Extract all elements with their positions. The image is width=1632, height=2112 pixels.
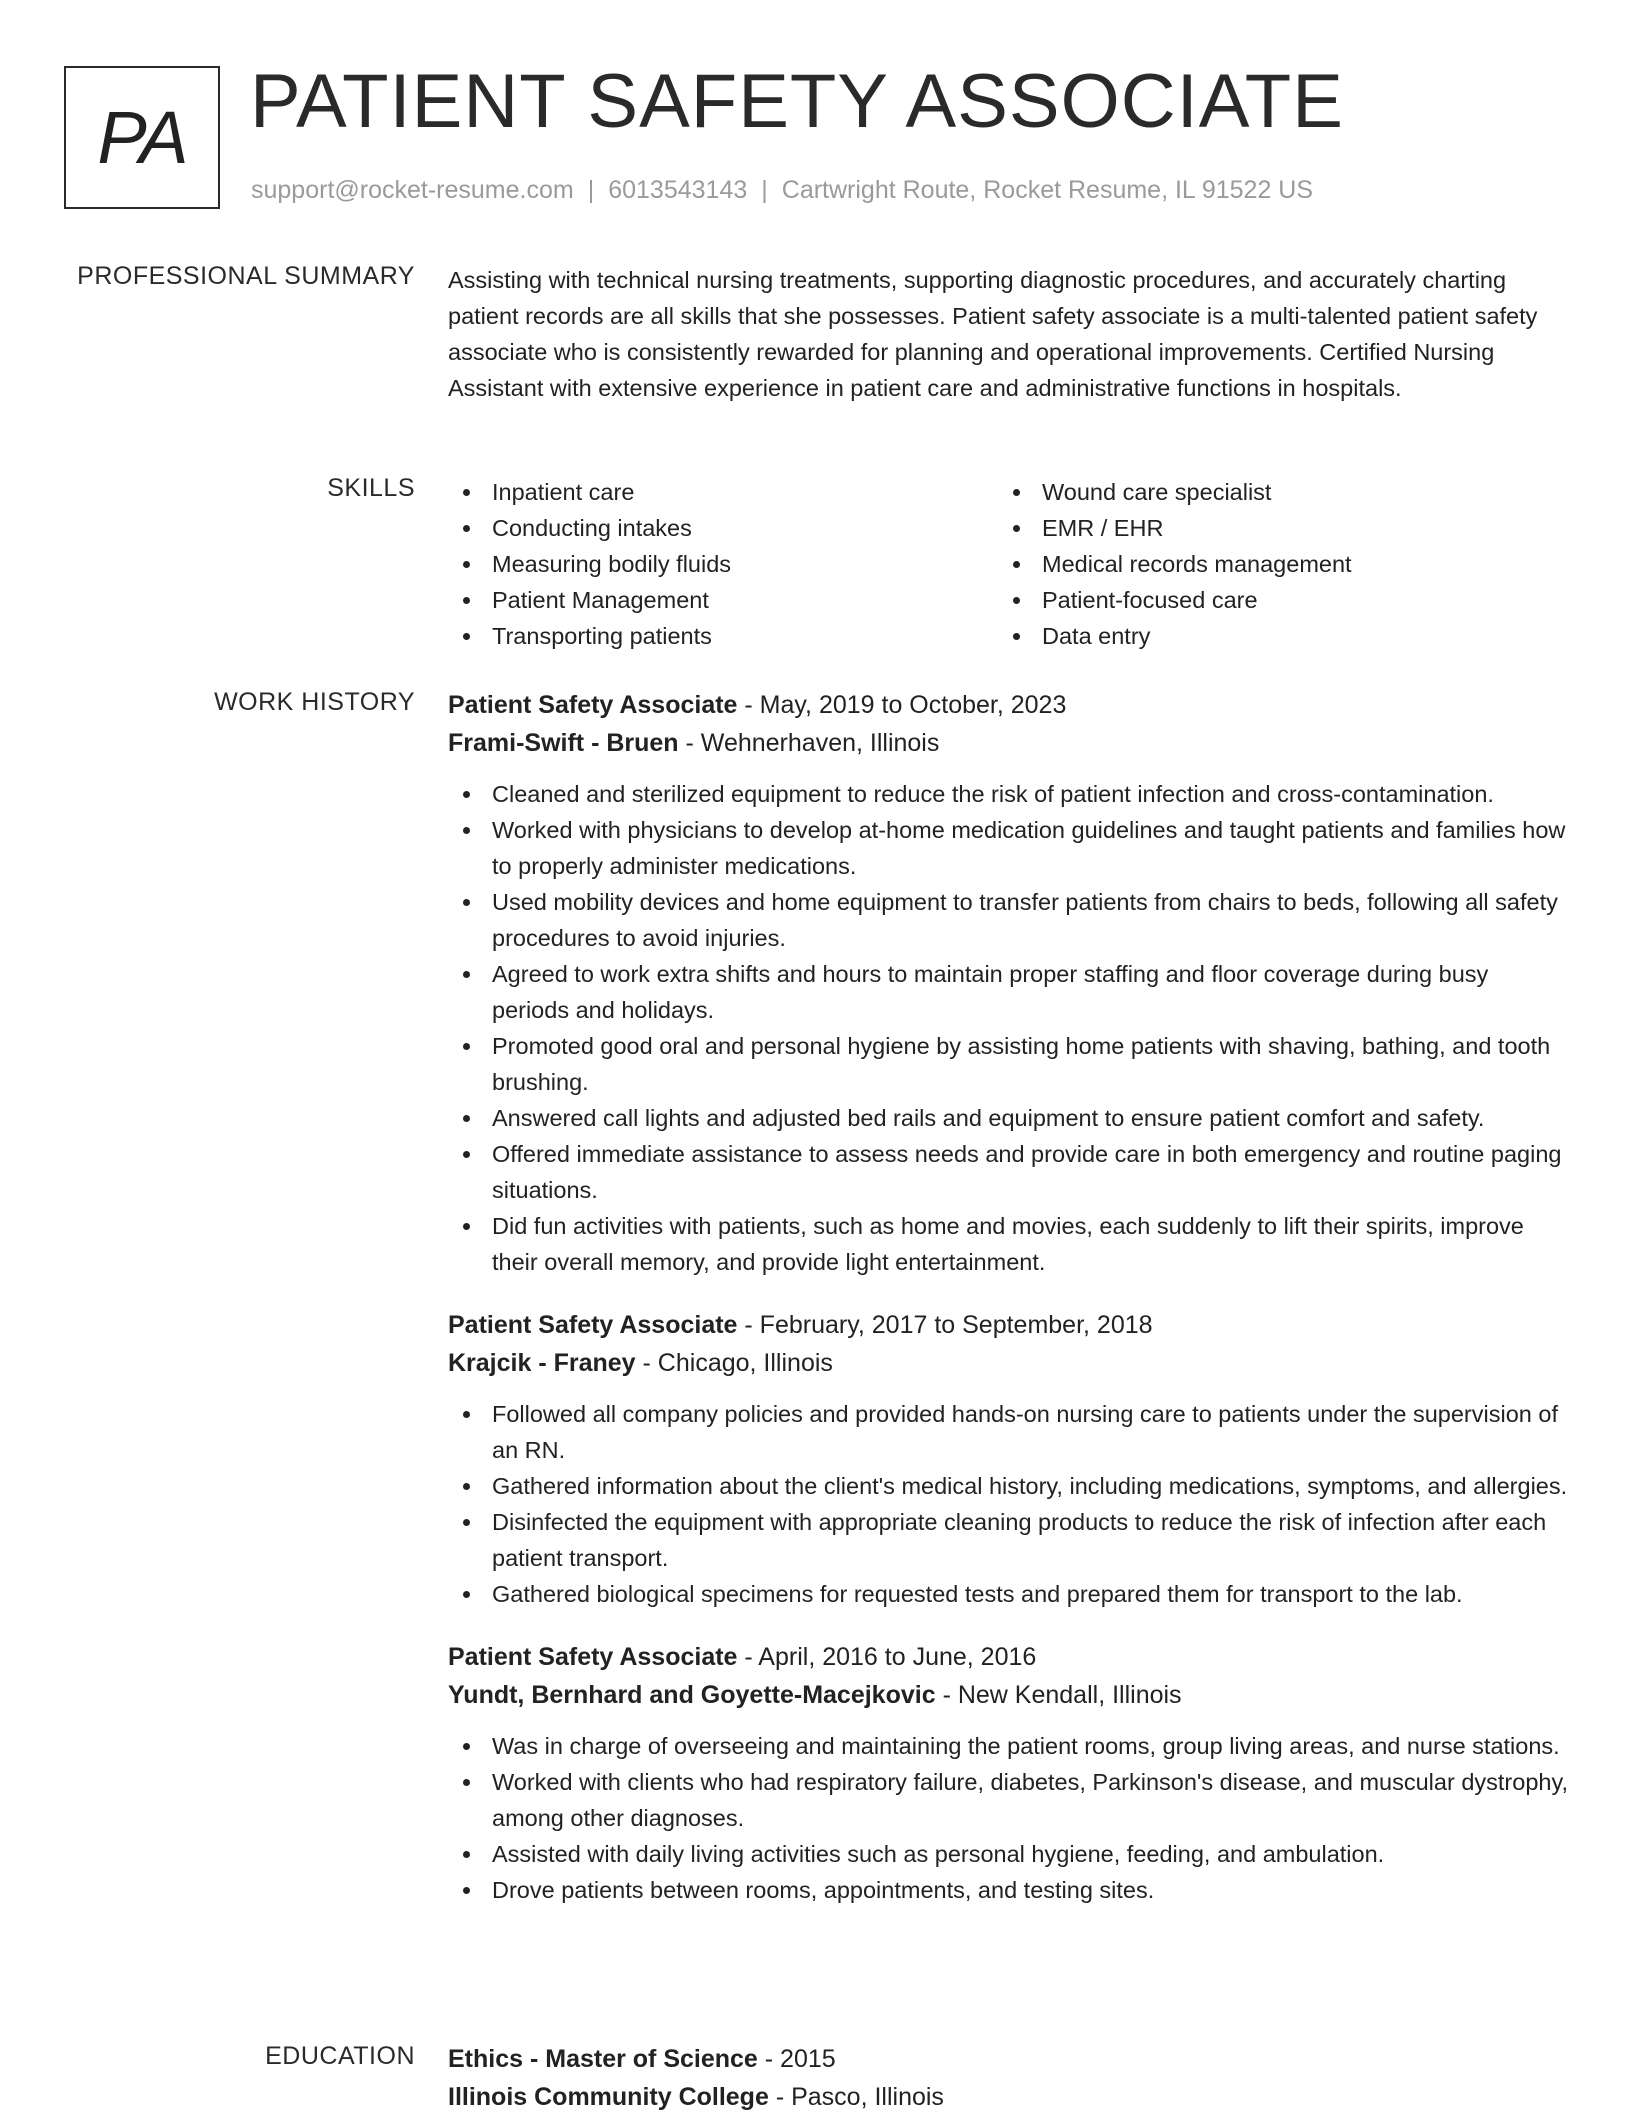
skill-item: Measuring bodily fluids <box>448 546 998 582</box>
summary-heading: PROFESSIONAL SUMMARY <box>77 262 415 290</box>
skill-item: Wound care specialist <box>998 474 1548 510</box>
skill-item: Patient-focused care <box>998 582 1548 618</box>
job-bullet: Drove patients between rooms, appointments, and testing sites. <box>448 1872 1570 1908</box>
job-entry <box>448 1306 1570 1612</box>
contact-separator: | <box>587 176 595 204</box>
skill-item: EMR / EHR <box>998 510 1548 546</box>
skill-item: Inpatient care <box>448 474 998 510</box>
job-entry <box>448 1638 1570 1908</box>
job-title: Patient Safety Associate <box>448 1311 738 1339</box>
contact-address: Cartwright Route, Rocket Resume, IL 91522 US <box>781 176 1314 204</box>
skill-item: Conducting intakes <box>448 510 998 546</box>
contact-separator: | <box>761 176 768 204</box>
job-company-line <box>448 724 1570 762</box>
monogram-box <box>64 66 220 209</box>
education-degree-line <box>448 2040 1570 2078</box>
skill-item: Data entry <box>998 618 1548 654</box>
resume-title: PATIENT SAFETY ASSOCIATE <box>250 59 1344 144</box>
job-bullets <box>448 776 1570 1280</box>
education-heading: EDUCATION <box>265 2042 415 2070</box>
summary-text: Assisting with technical nursing treatments, supporting diagnostic procedures, and accurately charting patient records are all skills that she possesses. Patient safety associate is a multi-talented patient safety associate who is consistently rewarded for planning and operational improvements. Certified Nursing Assistant with extensive experience in patient care and administrative functions in hospitals. <box>448 267 1538 401</box>
job-bullet: Cleaned and sterilized equipment to reduce the risk of patient infection and cross-contamination. <box>448 776 1570 812</box>
job-bullet: Gathered biological specimens for requested tests and prepared them for transport to the lab. <box>448 1576 1570 1612</box>
job-bullet: Worked with physicians to develop at-home medication guidelines and taught patients and families how to properly administer medications. <box>448 812 1570 884</box>
skill-item: Patient Management <box>448 582 998 618</box>
job-bullet: Promoted good oral and personal hygiene by assisting home patients with shaving, bathing, and tooth brushing. <box>448 1028 1570 1100</box>
skills-heading: SKILLS <box>327 474 415 502</box>
job-bullet: Worked with clients who had respiratory failure, diabetes, Parkinson's disease, and muscular dystrophy, among other diagnoses. <box>448 1764 1570 1836</box>
job-bullets <box>448 1396 1570 1612</box>
job-location: - New Kendall, Illinois <box>935 1681 1182 1709</box>
contact-phone[interactable]: 6013543143 <box>608 176 748 204</box>
monogram-initials: PA <box>97 96 187 179</box>
job-bullet: Gathered information about the client's medical history, including medications, symptoms, and allergies. <box>448 1468 1570 1504</box>
work-history-heading: WORK HISTORY <box>214 688 415 716</box>
skills-list <box>448 474 1570 654</box>
job-bullet: Agreed to work extra shifts and hours to maintain proper staffing and floor coverage during busy periods and holidays. <box>448 956 1570 1028</box>
contact-line <box>251 176 1313 205</box>
job-company-line <box>448 1344 1570 1382</box>
job-title: Patient Safety Associate <box>448 691 738 719</box>
skills-column-1 <box>448 474 998 654</box>
job-dates: - May, 2019 to October, 2023 <box>737 691 1067 719</box>
work-history-list <box>448 686 1570 1934</box>
job-bullet: Disinfected the equipment with appropriate cleaning products to reduce the risk of infection after each patient transport. <box>448 1504 1570 1576</box>
skills-column-2 <box>998 474 1548 654</box>
job-title-line <box>448 686 1570 724</box>
job-bullets <box>448 1728 1570 1908</box>
job-company: Frami-Swift - Bruen <box>448 729 679 757</box>
job-dates: - April, 2016 to June, 2016 <box>737 1643 1037 1671</box>
education-degree: Ethics - Master of Science <box>448 2045 758 2073</box>
job-company: Yundt, Bernhard and Goyette-Macejkovic <box>448 1681 936 1709</box>
job-title-line <box>448 1306 1570 1344</box>
job-company-line <box>448 1676 1570 1714</box>
education-location: - Pasco, Illinois <box>768 2083 944 2111</box>
job-dates: - February, 2017 to September, 2018 <box>737 1311 1153 1339</box>
job-bullet: Offered immediate assistance to assess needs and provide care in both emergency and routine paging situations. <box>448 1136 1570 1208</box>
education-year: - 2015 <box>757 2045 836 2073</box>
job-location: - Chicago, Illinois <box>635 1349 833 1377</box>
job-entry <box>448 686 1570 1280</box>
job-company: Krajcik - Franey <box>448 1349 636 1377</box>
education-school: Illinois Community College <box>448 2083 769 2111</box>
education-entry <box>448 2040 1570 2112</box>
job-bullet: Assisted with daily living activities such as personal hygiene, feeding, and ambulation. <box>448 1836 1570 1872</box>
job-title: Patient Safety Associate <box>448 1643 738 1671</box>
skill-item: Transporting patients <box>448 618 998 654</box>
job-bullet: Was in charge of overseeing and maintaining the patient rooms, group living areas, and nurse stations. <box>448 1728 1570 1764</box>
job-bullet: Followed all company policies and provided hands-on nursing care to patients under the supervision of an RN. <box>448 1396 1570 1468</box>
contact-email[interactable]: support@rocket-resume.com <box>251 176 574 204</box>
job-location: - Wehnerhaven, Illinois <box>678 729 940 757</box>
job-bullet: Did fun activities with patients, such as home and movies, each suddenly to lift their spirits, improve their overall memory, and provide light entertainment. <box>448 1208 1570 1280</box>
skill-item: Medical records management <box>998 546 1548 582</box>
job-bullet: Answered call lights and adjusted bed rails and equipment to ensure patient comfort and safety. <box>448 1100 1570 1136</box>
job-bullet: Used mobility devices and home equipment to transfer patients from chairs to beds, following all safety procedures to avoid injuries. <box>448 884 1570 956</box>
job-title-line <box>448 1638 1570 1676</box>
education-school-line <box>448 2078 1570 2112</box>
